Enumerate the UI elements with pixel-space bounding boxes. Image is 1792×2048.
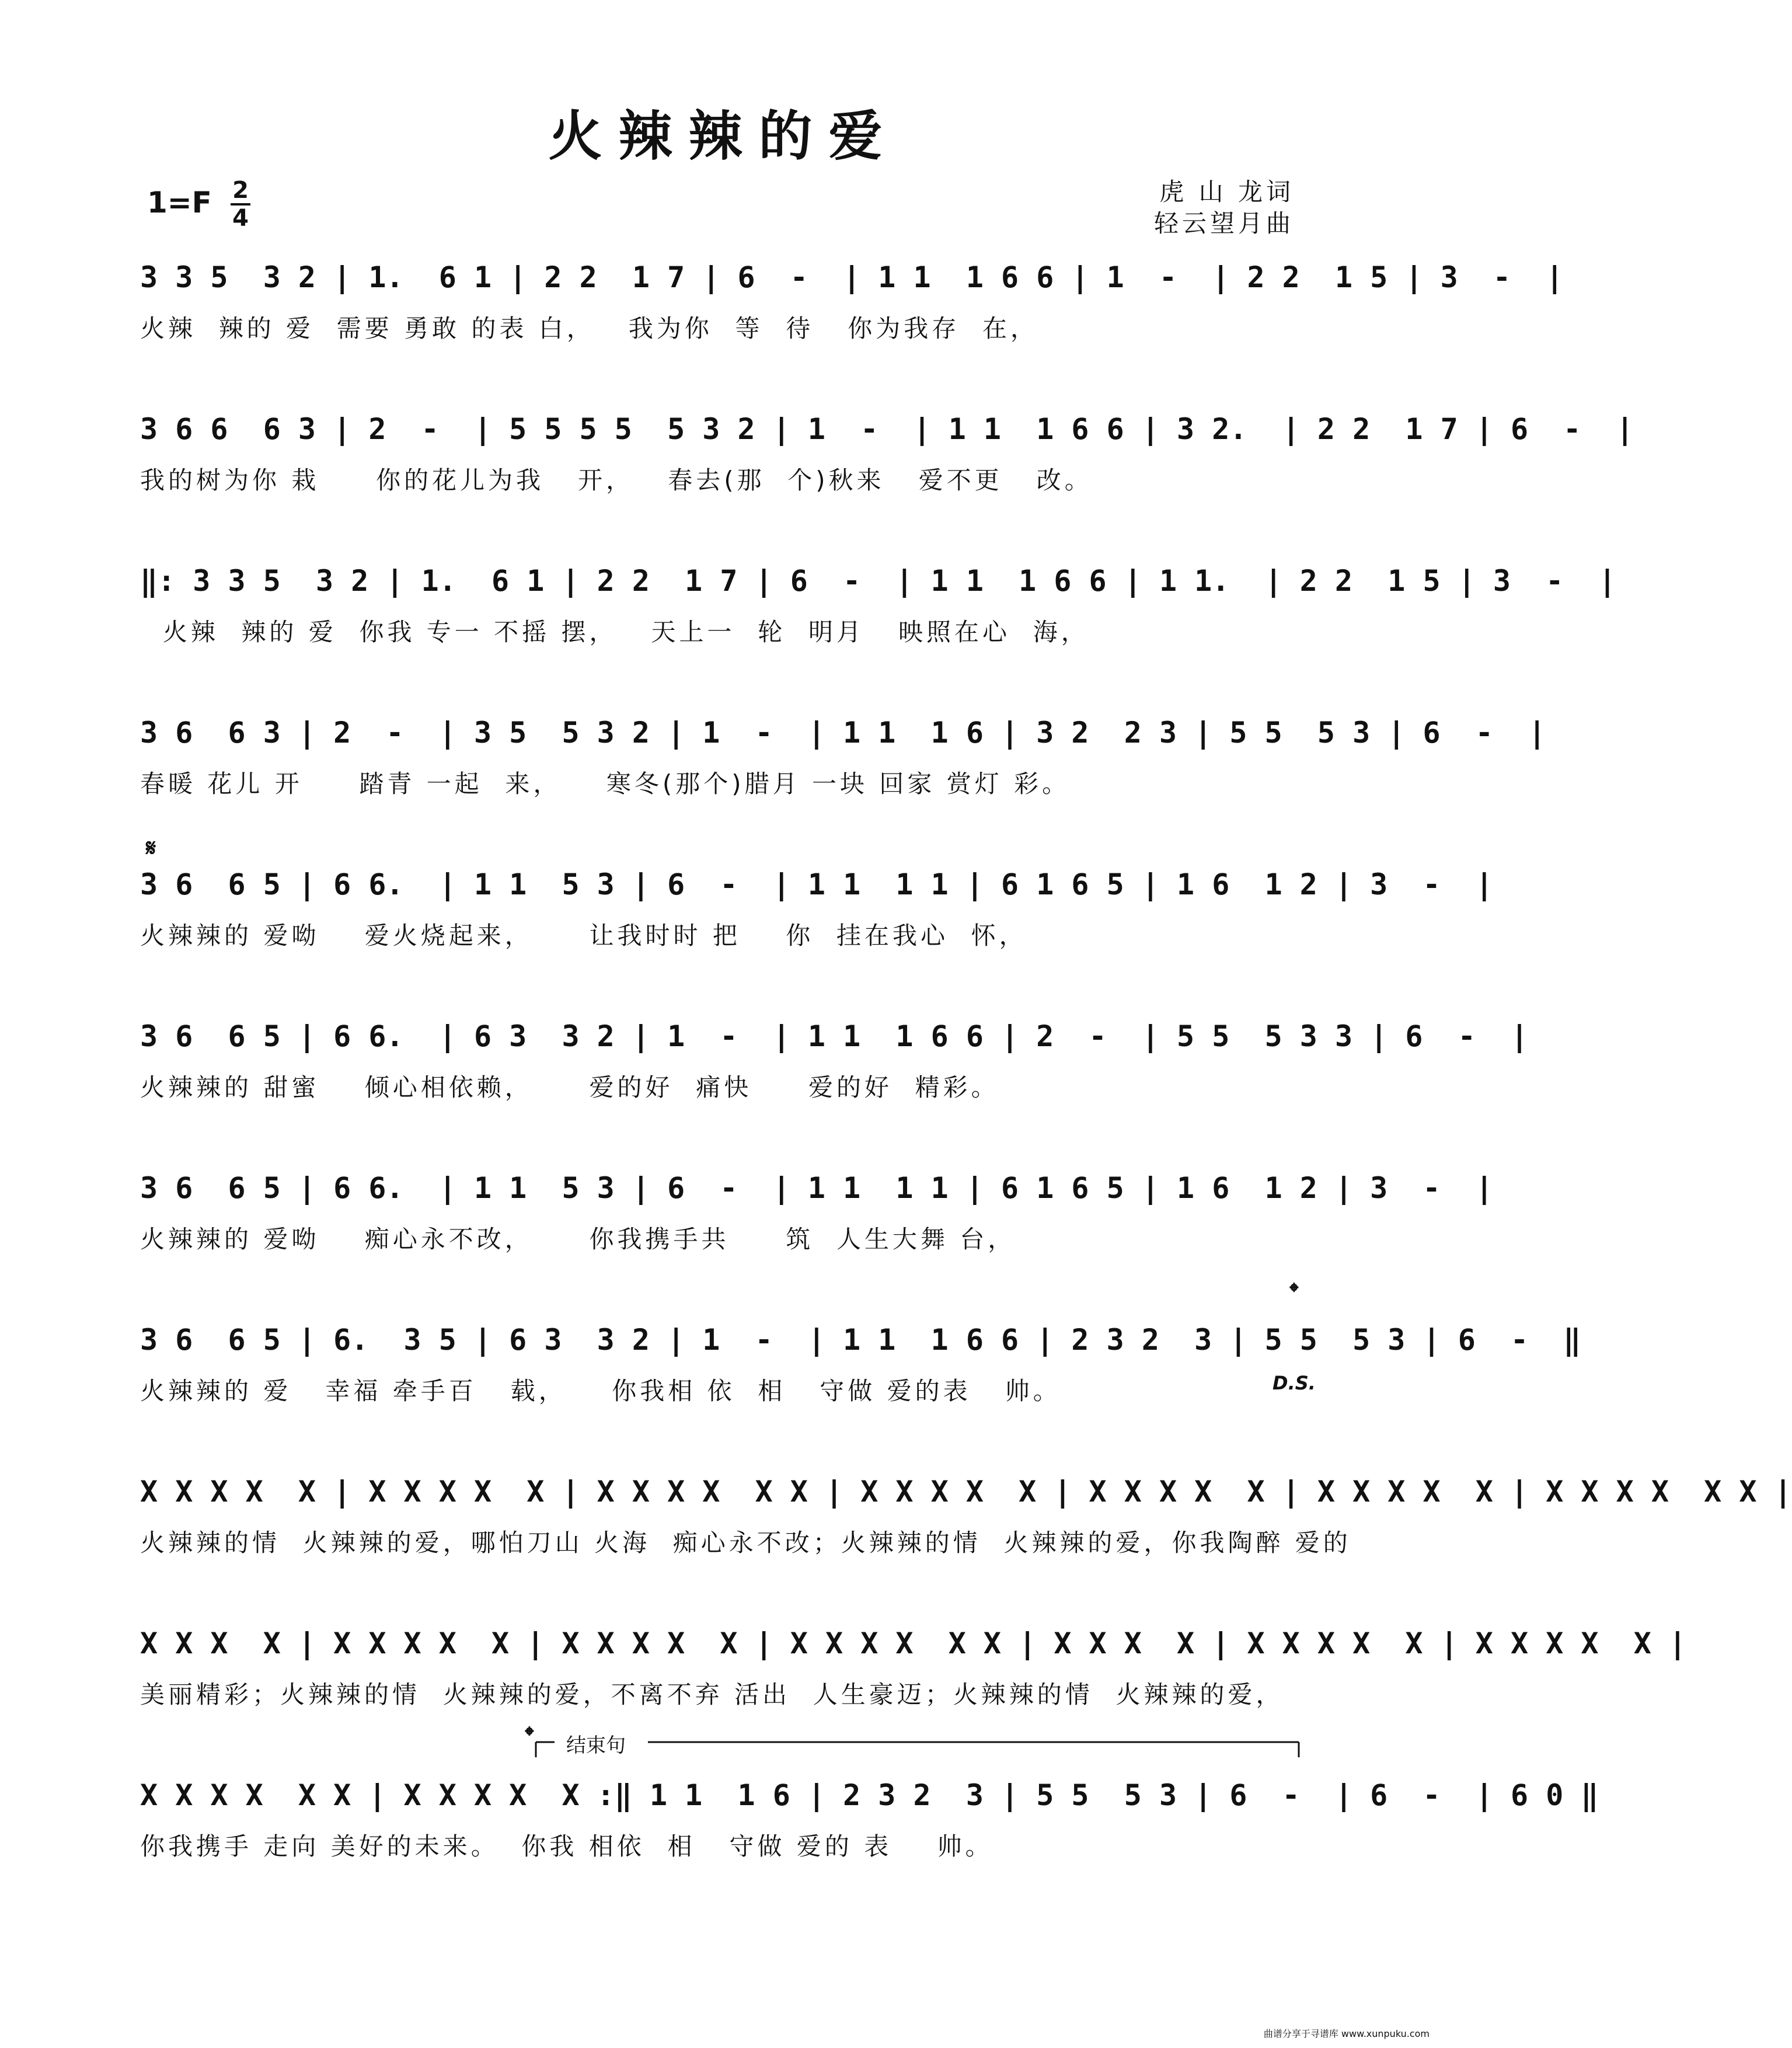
meter-top: 2 xyxy=(232,177,249,204)
notes-line: 3 6 6 5 | 6. 3 5 | 6 3 3 2 | 1 - | 1 1 1 6 6 | 2 3 2 3 | 5 5 5 3 | 6 - ‖ xyxy=(140,1323,1581,1357)
lyrics-line: 火辣辣的 甜蜜 倾心相依赖， 爱的好 痛快 爱的好 精彩。 xyxy=(140,1073,999,1102)
ending-label: 结束句 xyxy=(566,1734,626,1757)
meter-bottom: 4 xyxy=(232,205,249,232)
system-11 xyxy=(140,1769,1599,1861)
lyrics-line: 我的树为你 栽 你的花儿为我 开， 春去(那 个)秋来 爱不更 改。 xyxy=(140,466,1093,494)
lyrics-line: 火辣辣的情 火辣辣的爱，哪怕刀山 火海 痴心永不改；火辣辣的情 火辣辣的爱，你我陶醉 爱的 xyxy=(140,1528,1351,1557)
lyrics-line: 火辣 辣的 爱 你我 专一 不摇 摆， 天上一 轮 明月 映照在心 海， xyxy=(140,618,1089,646)
composer-credit: 轻云望月曲 xyxy=(1153,209,1294,238)
system-8 xyxy=(140,1314,1581,1405)
system-9 xyxy=(140,1465,1792,1557)
lyrics-line: 火辣辣的 爱呦 爱火烧起来， 让我时时 把 你 挂在我心 怀， xyxy=(140,921,1027,950)
lyrics-line: 你我携手 走向 美好的未来。 你我 相依 相 守做 爱的 表 帅。 xyxy=(140,1832,993,1861)
system-10 xyxy=(140,1617,1687,1709)
time-signature xyxy=(229,177,252,231)
segno-sign: 𝄋 xyxy=(146,835,156,862)
footer-watermark: 曲谱分享于寻谱库 www.xunpuku.com xyxy=(1263,2028,1430,2039)
system-4 xyxy=(140,706,1546,798)
coda-sign-ending: 𝄌 xyxy=(525,1722,534,1749)
page-title: 火辣辣的爱 xyxy=(548,105,899,168)
system-5 xyxy=(140,858,1493,950)
lyrics-line: 火辣辣的 爱呦 痴心永不改， 你我携手共 筑 人生大舞 台， xyxy=(140,1225,1016,1253)
ds-marker: D.S. xyxy=(1272,1372,1316,1394)
lyrics-line: 美丽精彩；火辣辣的情 火辣辣的爱，不离不弃 活出 人生豪迈；火辣辣的情 火辣辣的爱， xyxy=(140,1680,1284,1709)
lyricist-credit: 虎 山 龙词 xyxy=(1159,177,1294,206)
system-1 xyxy=(140,251,1564,343)
coda-sign: 𝄌 xyxy=(1290,1279,1298,1305)
system-6 xyxy=(140,1010,1529,1102)
notes-line: 3 6 6 3 | 2 - | 3 5 5 3 2 | 1 - | 1 1 1 6 | 3 2 2 3 | 5 5 5 3 | 6 - | xyxy=(140,716,1546,750)
lyrics-line: 春暖 花儿 开 踏青 一起 来， 寒冬(那个)腊月 一块 回家 赏灯 彩。 xyxy=(140,769,1071,798)
system-7 xyxy=(140,1162,1493,1253)
notes-line: X X X X X | X X X X X | X X X X X X | X X X X X | X X X X X | X X X X X | X X X X X X | xyxy=(140,1475,1792,1509)
notes-line: 3 6 6 5 | 6 6. | 6 3 3 2 | 1 - | 1 1 1 6 6 | 2 - | 5 5 5 3 3 | 6 - | xyxy=(140,1019,1529,1053)
notes-line: 3 6 6 6 3 | 2 - | 5 5 5 5 5 3 2 | 1 - | 1 1 1 6 6 | 3 2. | 2 2 1 7 | 6 - | xyxy=(140,412,1634,446)
lyrics-line: 火辣辣的 爱 幸福 牵手百 载， 你我相 依 相 守做 爱的表 帅。 xyxy=(140,1377,1061,1405)
lyrics-line: 火辣 辣的 爱 需要 勇敢 的表 白， 我为你 等 待 你为我存 在， xyxy=(140,314,1039,343)
system-3 xyxy=(140,555,1616,646)
notes-line: 3 6 6 5 | 6 6. | 1 1 5 3 | 6 - | 1 1 1 1 | 6 1 6 5 | 1 6 1 2 | 3 - | xyxy=(140,868,1493,901)
notes-line: 3 6 6 5 | 6 6. | 1 1 5 3 | 6 - | 1 1 1 1 | 6 1 6 5 | 1 6 1 2 | 3 - | xyxy=(140,1171,1493,1205)
notes-line: ‖: 3 3 5 3 2 | 1. 6 1 | 2 2 1 7 | 6 - | 1 1 1 6 6 | 1 1. | 2 2 1 5 | 3 - | xyxy=(140,564,1616,598)
system-2 xyxy=(140,403,1634,494)
notes-line: 3 3 5 3 2 | 1. 6 1 | 2 2 1 7 | 6 - | 1 1 1 6 6 | 1 - | 2 2 1 5 | 3 - | xyxy=(140,260,1564,294)
notes-line: X X X X X X | X X X X X :‖ 1 1 1 6 | 2 3 2 3 | 5 5 5 3 | 6 - | 6 - | 6 0 ‖ xyxy=(140,1778,1599,1812)
key-signature: 1=F xyxy=(147,186,212,220)
notes-line: X X X X | X X X X X | X X X X X | X X X X X X | X X X X | X X X X X | X X X X X | xyxy=(140,1626,1687,1660)
